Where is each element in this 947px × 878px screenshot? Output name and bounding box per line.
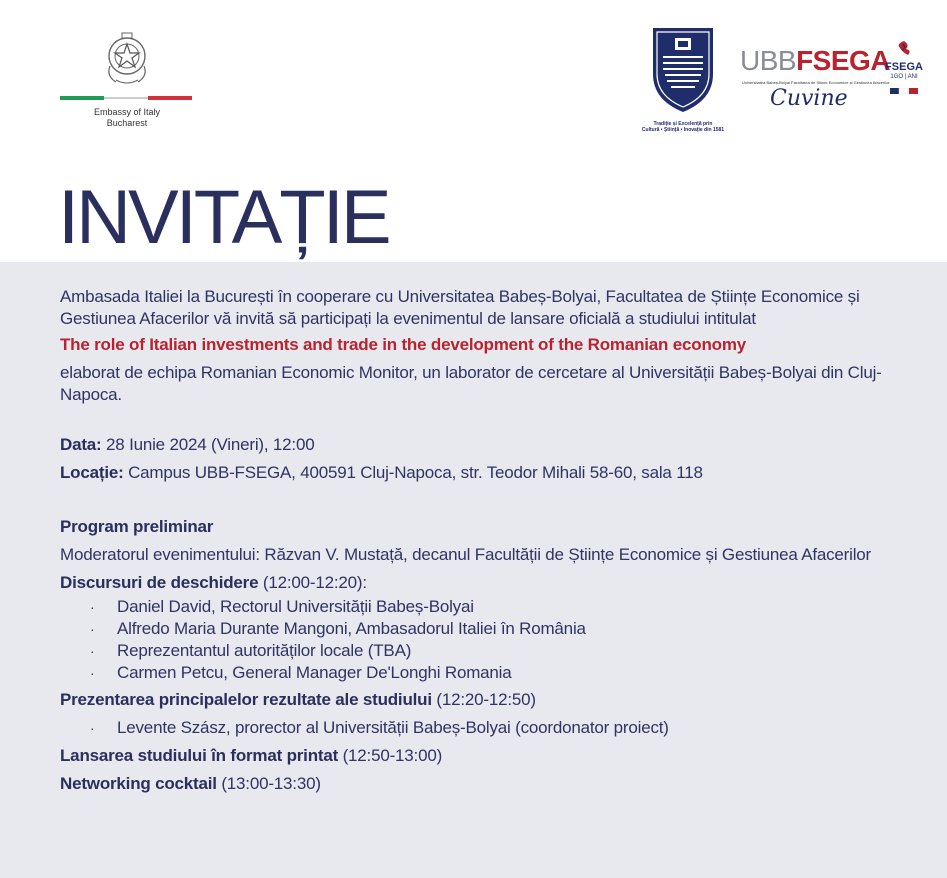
fsega-flag-icon	[890, 88, 918, 94]
list-item	[60, 717, 890, 739]
program-section	[60, 745, 890, 767]
authors-text: elaborat de echipa Romanian Economic Monitor, un laborator de cercetare al Universității Babeș-Bolyai din Cluj-Napoca.	[60, 363, 882, 404]
section-title: Networking cocktail	[60, 774, 217, 793]
fsega-subtitle: Universitatea Babeș-Bolyai Facultatea de Științe Economice și Gestiunea Afacerilor	[742, 80, 890, 85]
speaker-name: Carmen Petcu, General Manager De'Longhi Romania	[117, 663, 512, 682]
fsega-mark-label: FSEGA	[885, 61, 923, 73]
program-heading: Program preliminar	[60, 517, 214, 536]
program-section	[60, 773, 890, 795]
list-item	[60, 618, 890, 640]
section-time: (12:20-12:50)	[431, 690, 536, 709]
cuvine-script: Cuvine	[770, 86, 848, 111]
section-time: (13:00-13:30)	[216, 774, 321, 793]
speaker-name: Alfredo Maria Durante Mangoni, Ambasadorul Italiei în România	[117, 619, 586, 638]
bullet: ·	[90, 720, 95, 736]
event-location	[60, 462, 890, 484]
list-item	[60, 662, 890, 684]
date-value: 28 Iunie 2024 (Vineri), 12:00	[101, 435, 315, 454]
ubb-motto-line2: Cultură • Știință • Inovație din 1581	[641, 127, 725, 133]
location-label: Locație:	[60, 463, 124, 482]
speaker-name: Reprezentantul autorităților locale (TBA)	[117, 641, 412, 660]
embassy-logo	[60, 30, 194, 129]
ubb-shield-logo	[640, 24, 726, 133]
event-date	[60, 434, 890, 456]
speaker-list	[60, 596, 890, 684]
bullet: ·	[90, 621, 95, 637]
ubb-fsega-wordmark	[740, 46, 890, 76]
fsega-years: 1GO | ANI	[890, 74, 918, 80]
bullet: ·	[90, 665, 95, 681]
program-section	[60, 572, 890, 594]
list-item	[60, 596, 890, 618]
study-title: The role of Italian investments and trade in the development of the Romanian economy	[60, 335, 746, 354]
bullet: ·	[90, 599, 95, 615]
page-title: INVITAȚIE	[58, 175, 389, 260]
fsega-anniversary-mark	[882, 40, 926, 99]
ubb-shield-icon	[647, 24, 719, 114]
section-title: Lansarea studiului în format printat	[60, 746, 339, 765]
italian-flag-line	[60, 96, 192, 100]
embassy-name: Embassy of Italy	[93, 107, 161, 117]
section-time: (12:50-13:00)	[338, 746, 443, 765]
program-moderator: Moderatorul evenimentului: Răzvan V. Mustață, decanul Facultății de Științe Economice și Gestiunea Afacerilor	[60, 545, 872, 564]
bullet: ·	[90, 643, 95, 659]
speaker-name: Daniel David, Rectorul Universității Babeș-Bolyai	[117, 597, 474, 616]
ubb-fsega-logo	[740, 46, 930, 116]
section-time: (12:00-12:20):	[258, 573, 367, 592]
italian-emblem-icon	[102, 30, 152, 86]
list-item	[60, 640, 890, 662]
ubb-motto-line1: Tradiție și Excelență prin	[653, 121, 713, 127]
ubb-wordmark: UBB	[740, 45, 797, 76]
fsega-flame-icon	[894, 40, 914, 56]
section-title: Discursuri de deschidere	[60, 573, 259, 592]
intro-text: Ambasada Italiei la București în cooperare cu Universitatea Babeș-Bolyai, Facultatea de Științe Economice și Gestiunea Afacerilor vă invită să participați la evenimentul de lansare oficială a studiului intitulat	[60, 287, 860, 328]
date-label: Data:	[60, 435, 102, 454]
location-value: Campus UBB-FSEGA, 400591 Cluj-Napoca, str. Teodor Mihali 58-60, sala 118	[123, 463, 703, 482]
fsega-wordmark: FSEGA	[796, 45, 891, 76]
invitation-body	[60, 286, 890, 795]
section-title: Prezentarea principalelor rezultate ale studiului	[60, 690, 432, 709]
speaker-name: Levente Szász, prorector al Universității Babeș-Bolyai (coordonator proiect)	[117, 718, 669, 737]
program-section	[60, 689, 890, 711]
embassy-city: Bucharest	[106, 118, 148, 128]
speaker-list	[60, 717, 890, 739]
